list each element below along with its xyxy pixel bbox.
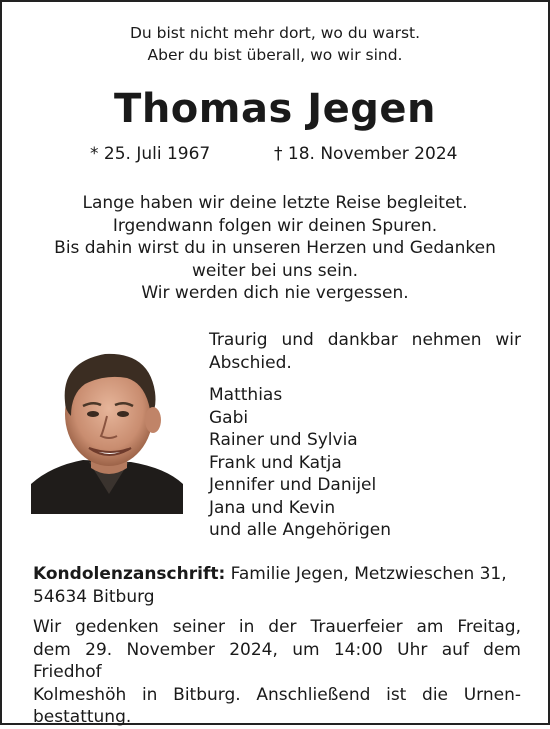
motto-line: Aber du bist überall, wo wir sind. <box>147 46 403 64</box>
motto-line: Du bist nicht mehr dort, wo du warst. <box>129 24 421 42</box>
motto <box>2 22 548 66</box>
funeral-line: Wir gedenken seiner in der Trauerfeier am Freitag, <box>33 617 521 637</box>
mourner: Rainer und Sylvia <box>209 430 358 450</box>
condolence-address <box>33 563 523 608</box>
verse-line: Lange haben wir deine letzte Reise begleitet. <box>82 193 468 213</box>
deceased-name: Thomas Jegen <box>114 86 436 132</box>
birth-date: * 25. Juli 1967 <box>90 144 211 164</box>
mourner: Gabi <box>209 407 249 428</box>
verse-line: Bis dahin wirst du in unseren Herzen und Gedanken <box>54 238 496 258</box>
farewell-line: Traurig und dankbar nehmen wir <box>209 330 521 350</box>
address-line: 54634 Bitburg <box>33 586 155 607</box>
funeral-line: Kolmeshöh in Bitburg. Anschließend ist die Urnen- <box>33 684 521 705</box>
funeral-line: bestattung. <box>33 707 132 727</box>
mourner: Jennifer und Danijel <box>209 475 377 495</box>
mourner: Frank und Katja <box>209 452 342 473</box>
farewell-text <box>209 329 521 374</box>
address-label: Kondolenzanschrift: <box>33 564 226 584</box>
death-date: † 18. November 2024 <box>274 144 458 164</box>
address-line: Familie Jegen, Metzwieschen 31, <box>225 564 507 584</box>
verse-line: weiter bei uns sein. <box>191 260 358 281</box>
verse-line: Wir werden dich nie vergessen. <box>141 283 409 303</box>
portrait-illustration <box>31 344 183 514</box>
memorial-verse <box>2 192 548 305</box>
mourner: Matthias <box>209 385 283 405</box>
mourner: Jana und Kevin <box>209 497 336 518</box>
mourners-list <box>209 384 521 542</box>
farewell-line: Abschied. <box>209 352 292 373</box>
funeral-notice <box>33 616 521 729</box>
funeral-line: dem 29. November 2024, um 14:00 Uhr auf dem Friedhof <box>33 639 521 682</box>
mourner: und alle Angehörigen <box>209 520 392 540</box>
verse-line: Irgendwann folgen wir deinen Spuren. <box>112 215 438 236</box>
portrait-photo <box>31 344 183 514</box>
